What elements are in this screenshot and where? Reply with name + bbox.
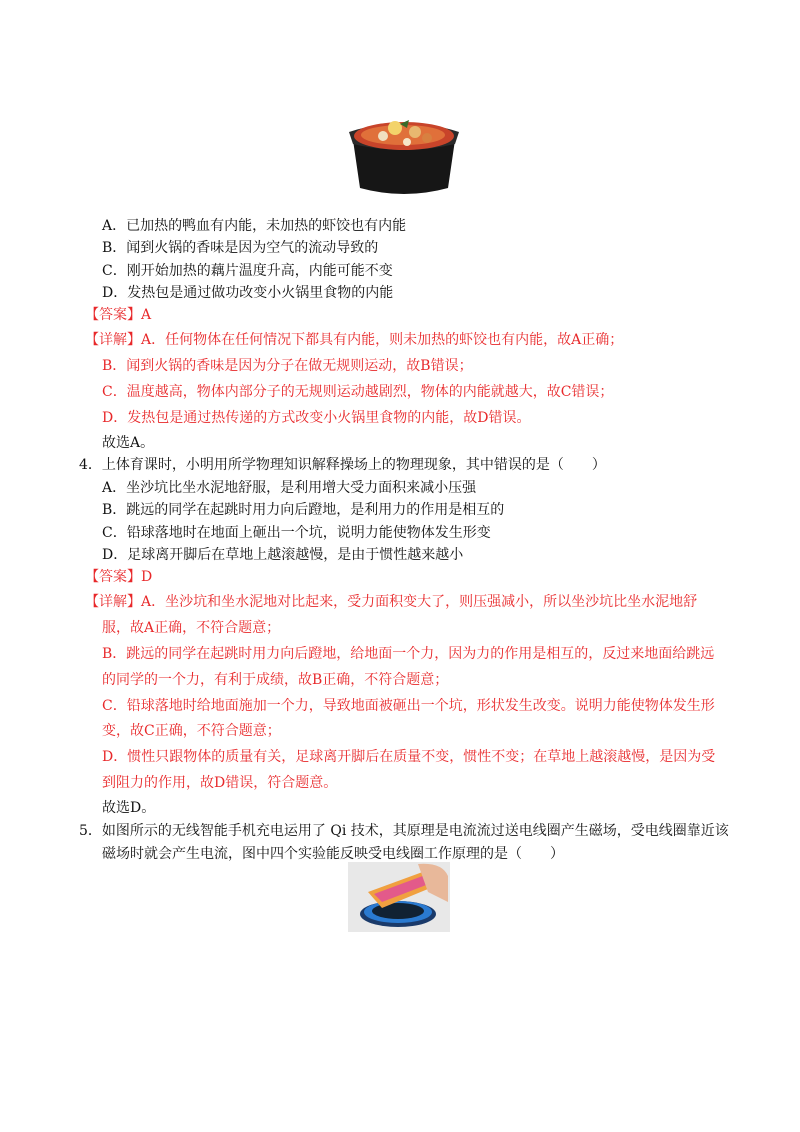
wireless-charger-image xyxy=(348,862,450,932)
q4-stem: 4．上体育课时，小明用所学物理知识解释操场上的物理现象，其中错误的是（ ） xyxy=(79,457,606,473)
q3-option-c: C．刚开始加热的藕片温度升高，内能可能不变 xyxy=(102,263,393,279)
q3-option-d: D．发热包是通过做功改变小火锅里食物的内能 xyxy=(102,285,394,301)
q4-option-d: D．足球离开脚后在草地上越滚越慢，是由于惯性越来越小 xyxy=(102,547,464,563)
q4-choose: 故选D。 xyxy=(102,800,156,816)
q3-detail-4: D．发热包是通过热传递的方式改变小火锅里食物的内能，故D错误。 xyxy=(102,410,531,426)
q4-detail-4: 的同学的一个力，有利于成绩，故B正确，不符合题意； xyxy=(102,672,449,688)
q3-choose: 故选A。 xyxy=(102,435,155,451)
q4-detail-8: 到阻力的作用，故D错误，符合题意。 xyxy=(102,775,338,791)
q4-option-a: A．坐沙坑比坐水泥地舒服，是利用增大受力面积来减小压强 xyxy=(102,480,477,496)
q4-answer: 【答案】D xyxy=(85,569,153,585)
q4-detail-2: 服，故A正确，不符合题意； xyxy=(102,620,281,636)
q3-detail-3: C．温度越高，物体内部分子的无规则运动越剧烈，物体的内能就越大，故C错误； xyxy=(102,384,614,400)
q3-detail-2: B．闻到火锅的香味是因为分子在做无规则运动，故B错误； xyxy=(102,358,473,374)
q4-detail-5: C．铅球落地时给地面施加一个力，导致地面被砸出一个坑，形状发生改变。说明力能使物体发生形 xyxy=(102,698,715,714)
q4-detail-6: 变，故C正确，不符合题意； xyxy=(102,723,281,739)
q4-detail-1: 【详解】A．坐沙坑和坐水泥地对比起来，受力面积变大了，则压强减小，所以坐沙坑比坐水泥地舒 xyxy=(85,594,698,610)
hotpot-image xyxy=(345,110,463,196)
q3-option-b: B．闻到火锅的香味是因为空气的流动导致的 xyxy=(102,240,379,256)
q4-detail-3: B．跳远的同学在起跳时用力向后蹬地，给地面一个力，因为力的作用是相互的，反过来地面给跳远 xyxy=(102,646,715,662)
q4-option-c: C．铅球落地时在地面上砸出一个坑，说明力能使物体发生形变 xyxy=(102,525,491,541)
q4-detail-7: D．惯性只跟物体的质量有关，足球离开脚后在质量不变，惯性不变；在草地上越滚越慢，是因为受 xyxy=(102,749,716,765)
q3-answer: 【答案】A xyxy=(85,307,152,323)
q5-stem-line-1: 5．如图所示的无线智能手机充电运用了 Qi 技术，其原理是电流流过送电线圈产生磁场，受电线圈靠近该 xyxy=(79,823,729,839)
q3-detail-1: 【详解】A．任何物体在任何情况下都具有内能，则未加热的虾饺也有内能，故A正确； xyxy=(85,332,624,348)
q5-stem-line-2: 磁场时就会产生电流，图中四个实验能反映受电线圈工作原理的是（ ） xyxy=(102,846,564,862)
q3-option-a: A．已加热的鸭血有内能，未加热的虾饺也有内能 xyxy=(102,218,407,234)
q4-option-b: B．跳远的同学在起跳时用力向后蹬地，是利用力的作用是相互的 xyxy=(102,502,505,518)
